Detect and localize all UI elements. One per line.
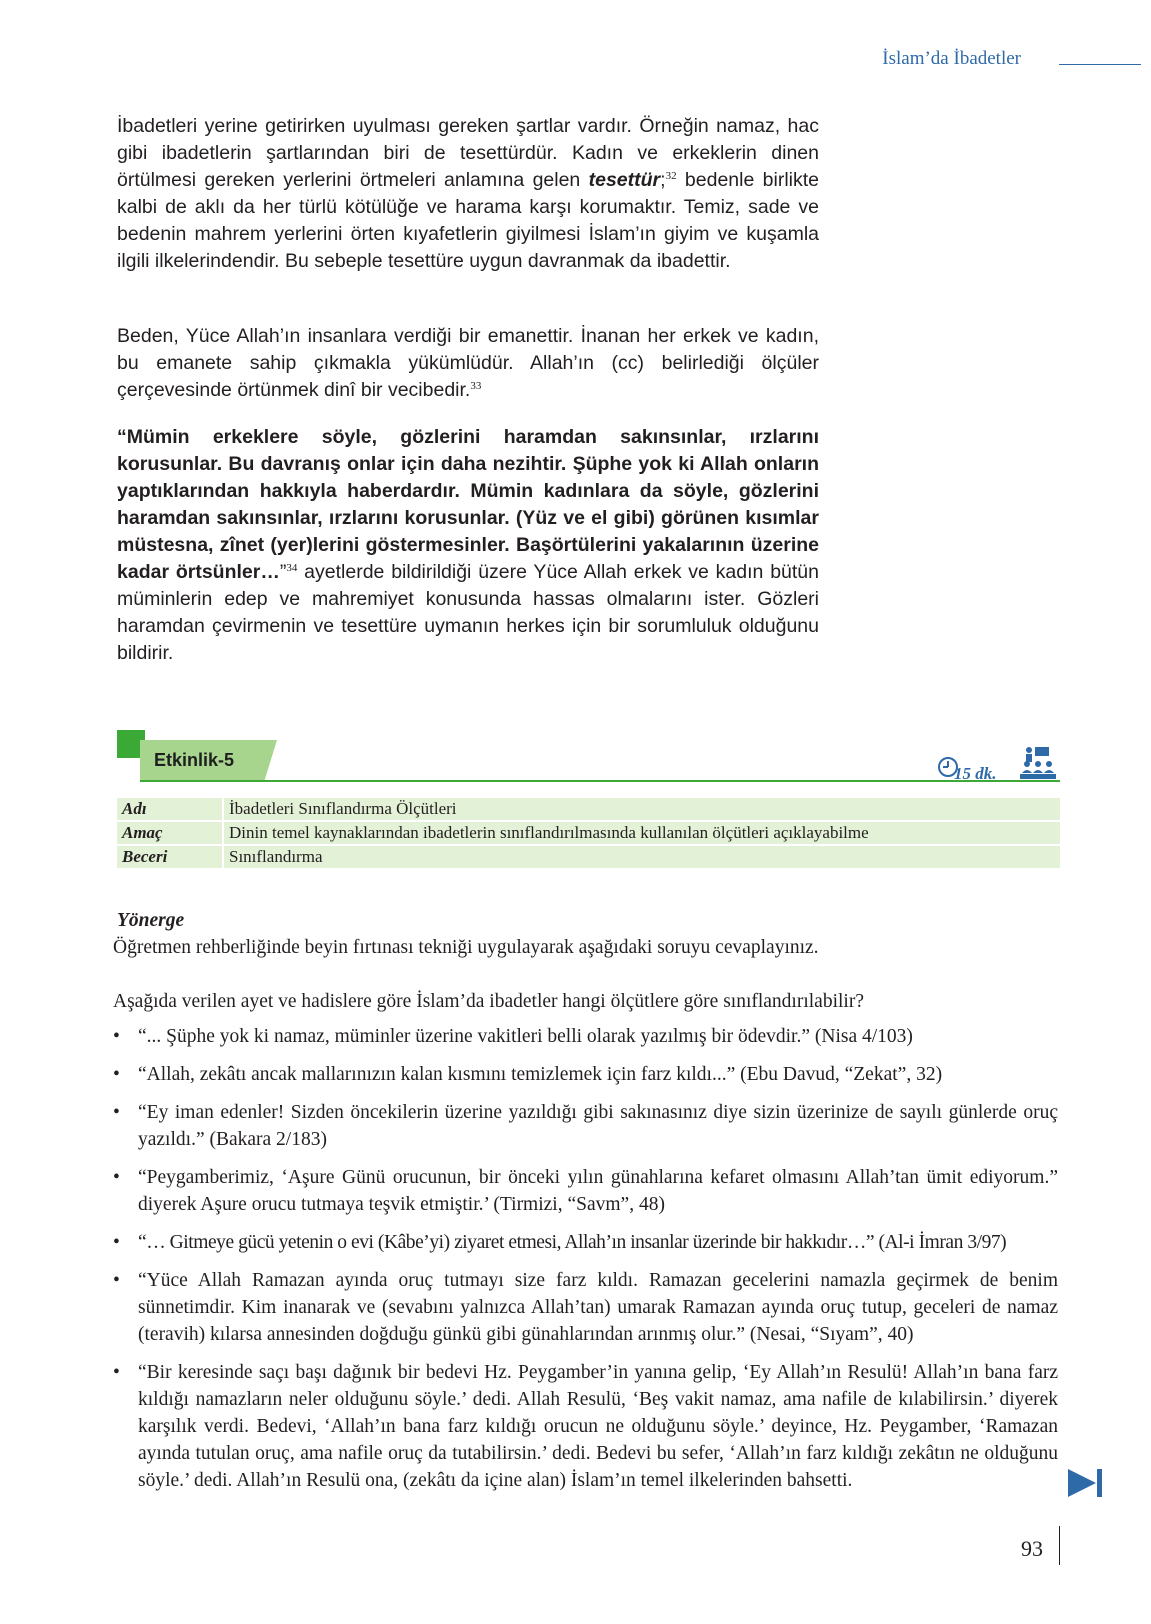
activity-label: Etkinlik-5 [154,750,235,770]
table-row [117,846,1060,868]
separator: ; [660,169,666,191]
bullet: • [113,1102,120,1123]
list-item [113,1229,1058,1256]
bullet: • [113,1064,120,1085]
list-item-text: “Peygamberimiz, ‘Aşure Günü orucunun, bir önceki yılın günahlarına kefaret olmasını Allah’tan ümit ediyorum.” diyerek Aşure orucu tutmaya teşvik etmiştir.’ (Tirmizi, “Savm”, 48) [138,1167,1058,1215]
instructions-text: Öğretmen rehberliğinde beyin fırtınası tekniği uygulayarak aşağıdaki soruyu cevaplayınız. [113,937,819,958]
list-item [113,1164,1058,1218]
list-item [113,1359,1058,1494]
row-key-amac: Amaç [117,822,224,844]
row-key-adi: Adı [117,798,224,820]
quote-list [113,1023,1058,1505]
paragraph-ayet [117,424,819,667]
row-value-amac: Dinin temel kaynaklarından ibadetlerin sınıflandırılmasında kullanılan ölçütleri açıklayabilme [224,822,1060,844]
bullet: • [113,1167,120,1188]
chapter-title: İslam’da İbadetler [882,48,1021,69]
list-item-text: “… Gitmeye gücü yetenin o evi (Kâbe’yi) ziyaret etmesi, Allah’ın insanlar üzerinde bir hakkıdır…” (Al-i İmran 3/97) [138,1232,1007,1253]
footnote-ref-32[interactable]: 32 [665,170,677,182]
list-item-text: “... Şüphe yok ki namaz, müminler üzerine vakitleri belli olarak yazılmış bir ödevdir.” (Nisa 4/103) [138,1026,913,1047]
paragraph-text: Beden, Yüce Allah’ın insanlara verdiği bir emanettir. İnanan her erkek ve kadın, bu emanete sahip çıkmakla yükümlüdür. Allah’ın (cc) belirlediği ölçüler çerçevesinde örtünmek dinî bir vecibedir. [117,325,819,401]
list-item-text: “Allah, zekâtı ancak mallarınızın kalan kısmını temizlemek için farz kıldı...” (Ebu Davud, “Zekat”, 32) [138,1064,943,1085]
bullet: • [113,1362,120,1383]
page-number: 93 [1021,1536,1043,1561]
paragraph-text: bedenle birlikte kalbi de aklı da her türlü kötülüğe ve harama karşı korumaktır. Temiz, sade ve bedenin mahrem yerlerini örten kıyafetlerin giyilmesi İslam’ın giyim ve kuşamla ilgili ilkelerindendir. Bu sebeple tesettüre uygun davranmak da ibadettir. [117,169,819,272]
group-work-icon [1019,746,1057,780]
quote-close: ” [279,561,287,583]
ayet-quote: “Mümin erkeklere söyle, gözlerini haramdan sakınsınlar, ırzlarını korusunlar. Bu davranış onlar için daha nezihtir. Şüphe yok ki Allah onların yaptıklarından hakkıyla haberdardır. Mümin kadınlara da söyle, gözlerini haramdan sakınsınlar, ırzlarını korusunlar. (Yüz ve el gibi) görünen kısımlar müstesna, zînet (yer)lerini göstermesinler. Başörtülerini yakalarının üzerine kadar örtsünler… [117,426,819,583]
list-item-text: “Bir keresinde saçı başı dağınık bir bedevi Hz. Peygamber’in yanına gelip, ‘Ey Allah’ın Resulü! Allah’ın bana farz kıldığı namazların neler olduğunu söyle.’ dedi. Allah Resulü, ‘Beş vakit namaz, ama nafile de kılabilirsin.’ diyerek karşılık verdi. Bedevi, ‘Allah’ın bana farz kıldığı orucun ne olduğunu söyle.’ deyince, Hz. Peygamber, ‘Ramazan ayında tutulan oruç, ama nafile oruç da tutabilirsin.’ dedi. Bedevi bu sefer, ‘Allah’ın farz kıldığı zekâtın ne olduğunu söyle.’ dedi. Allah’ın Resulü ona, (zekâtı da içine alan) İslam’ın temel ilkelerinden bahsetti. [138,1362,1058,1491]
list-item-text: “Ey iman edenler! Sizden öncekilerin üzerine yazıldığı gibi sakınasınız diye sizin üzerinize de sayılı günlerde oruç yazıldı.” (Bakara 2/183) [138,1102,1058,1150]
table-row [117,798,1060,820]
paragraph-text: ayetlerde bildirildiği üzere Yüce Allah erkek ve kadın bütün müminlerin edep ve mahremiyet konusunda hassas olmalarını ister. Gözleri haramdan çevirmenin ve tesettüre uymanın herkes için bir sorumluluk olduğunu bildirir. [117,561,819,664]
header-rule [1059,64,1141,65]
bullet: • [113,1270,120,1291]
list-item [113,1099,1058,1153]
footnote-ref-34[interactable]: 34 [286,562,298,574]
row-value-adi: İbadetleri Sınıflandırma Ölçütleri [224,798,1060,820]
activity-rule [140,780,1060,782]
list-item [113,1061,1058,1088]
instructions-title: Yönerge [117,910,185,931]
instructions-question: Aşağıda verilen ayet ve hadislere göre İslam’da ibadetler hangi ölçütlere göre sınıflandırılabilir? [113,991,864,1012]
list-item [113,1267,1058,1348]
term-tesettur: tesettür [588,169,661,191]
activity-duration: 15 dk. [954,764,997,783]
list-item-text: “Yüce Allah Ramazan ayında oruç tutmayı size farz kıldı. Ramazan gecelerini namazla geçirmek de benim sünnetimdir. Kim inanarak ve (sevabını yalnızca Allah’tan) umarak Ramazan ayında oruç tutup, geceleri de namaz (teravih) kılarsa annesinden doğduğu günkü gibi günahlarından arınmış olur.” (Nesai, “Sıyam”, 40) [138,1270,1058,1345]
activity-info-table [117,796,1060,870]
bullet: • [113,1232,120,1253]
next-page-icon[interactable] [1068,1467,1104,1499]
table-row [117,822,1060,844]
paragraph-emanet [117,323,819,404]
row-value-beceri: Sınıflandırma [224,846,1060,868]
bullet: • [113,1026,120,1047]
paragraph-text: İbadetleri yerine getirirken uyulması gereken şartlar vardır. Örneğin namaz, hac gibi ibadetlerin şartlarından biri de tesettürdür. Kadın ve erkeklerin dinen örtülmesi gereken yerlerini örtmeleri anlamına gelen [117,115,819,191]
page-number-rule [1059,1526,1060,1565]
paragraph-tesettur [117,113,819,275]
footnote-ref-33[interactable]: 33 [470,380,482,392]
row-key-beceri: Beceri [117,846,224,868]
list-item [113,1023,1058,1050]
